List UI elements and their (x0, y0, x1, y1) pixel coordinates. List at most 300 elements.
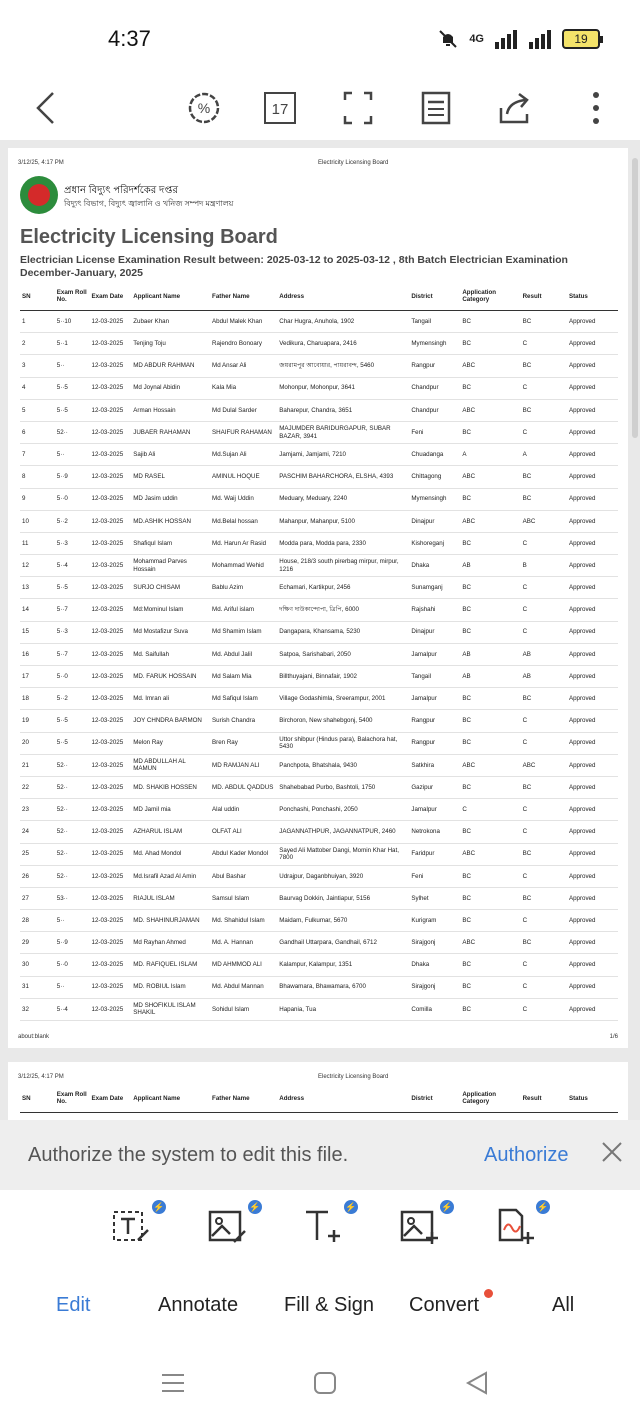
cell-father: Mohammad Wehid (210, 555, 277, 577)
cell-status: Approved (567, 821, 618, 843)
cell-result: BC (521, 688, 567, 710)
header-roll: Exam Roll No. (55, 282, 90, 311)
tab-convert[interactable]: Convert (409, 1294, 480, 1316)
cell-result: C (521, 954, 567, 976)
cell-status: Approved (567, 577, 618, 599)
cell-date: 12-03-2025 (90, 887, 132, 909)
cell-sn: 13 (20, 577, 55, 599)
cell-status: Approved (567, 998, 618, 1020)
cell-father: Md.Belal hossan (210, 510, 277, 532)
footer-url: about:blank (18, 1034, 50, 1040)
department-name: প্রধান বিদ্যুৎ পরিদর্শকের দপ্তর (64, 185, 179, 196)
cell-status: Approved (567, 599, 618, 621)
cell-status: Approved (567, 488, 618, 510)
table-row (20, 843, 618, 865)
cell-sn: 7 (20, 444, 55, 466)
cell-address: Mahanpur, Mahanpur, 5100 (277, 510, 409, 532)
cell-applicant: SURJO CHISAM (131, 577, 210, 599)
table-row (20, 555, 618, 577)
cell-roll: 5··10 (55, 311, 90, 333)
cell-district: Netrokona (409, 821, 460, 843)
cell-date: 12-03-2025 (90, 976, 132, 998)
cell-category: A (460, 444, 520, 466)
authorize-banner (0, 1120, 640, 1190)
system-nav-bar (0, 1350, 640, 1422)
cell-father: Md Safiqul Islam (210, 688, 277, 710)
cell-address: Billthuyajani, Binnafair, 1902 (277, 666, 409, 688)
cell-address: PASCHIM BAHARCHORA, ELSHA, 4393 (277, 466, 409, 488)
cell-status: Approved (567, 333, 618, 355)
table-row (20, 776, 618, 798)
table-row (20, 399, 618, 421)
cell-district: Dinajpur (409, 510, 460, 532)
fullscreen-icon (342, 90, 374, 126)
tab-all[interactable]: All (552, 1294, 575, 1316)
results-table (20, 282, 618, 1021)
cell-address: Sayed Ali Mattober Dangi, Momin Khar Hat, 7800 (277, 843, 409, 865)
cell-category: BC (460, 887, 520, 909)
cell-father: Abdul Kader Mondol (210, 843, 277, 865)
cell-date: 12-03-2025 (90, 466, 132, 488)
cell-result: AB (521, 643, 567, 665)
cell-status: Approved (567, 710, 618, 732)
cell-category: BC (460, 333, 520, 355)
document-viewer[interactable] (0, 140, 640, 1120)
cell-district: Chandpur (409, 377, 460, 399)
cell-date: 12-03-2025 (90, 510, 132, 532)
cell-date: 12-03-2025 (90, 643, 132, 665)
home-icon[interactable] (312, 1370, 338, 1396)
cell-district: Faridpur (409, 843, 460, 865)
cell-roll: 52·· (55, 821, 90, 843)
cell-date: 12-03-2025 (90, 599, 132, 621)
cell-result: C (521, 998, 567, 1020)
header-address: Address (277, 1084, 409, 1113)
cell-roll: 5··5 (55, 732, 90, 754)
cell-roll: 5··9 (55, 932, 90, 954)
cell-sn: 1 (20, 311, 55, 333)
cell-category: BC (460, 954, 520, 976)
cell-father: Sohidul Islam (210, 998, 277, 1020)
cell-status: Approved (567, 843, 618, 865)
authorize-message: Authorize the system to edit this file. (28, 1144, 349, 1166)
cell-father: Md Shamim Islam (210, 621, 277, 643)
table-row (20, 821, 618, 843)
header-address: Address (277, 282, 409, 311)
cell-father: Md. Shahidul Islam (210, 910, 277, 932)
cell-applicant: Md. Ahad Mondol (131, 843, 210, 865)
cell-result: A (521, 444, 567, 466)
table-row (20, 643, 618, 665)
page-count-button[interactable] (258, 86, 302, 130)
cell-district: Sirajgonj (409, 976, 460, 998)
cell-date: 12-03-2025 (90, 998, 132, 1020)
table-row (20, 688, 618, 710)
cell-roll: 52·· (55, 754, 90, 776)
table-row (20, 710, 618, 732)
premium-bolt-icon: ⚡ (153, 1202, 165, 1212)
cell-father: Md.Sujan Ali (210, 444, 277, 466)
cell-father: Bren Ray (210, 732, 277, 754)
cell-district: Kurigram (409, 910, 460, 932)
cell-category: ABC (460, 932, 520, 954)
cell-category: BC (460, 532, 520, 554)
footer-page-number: 1/6 (609, 1034, 618, 1040)
cell-father: Md Ansar Ali (210, 355, 277, 377)
table-row (20, 621, 618, 643)
cell-applicant: MD RASEL (131, 466, 210, 488)
government-seal-logo (20, 176, 58, 214)
cell-father: Md. A. Hannan (210, 932, 277, 954)
cell-sn: 30 (20, 954, 55, 976)
cell-status: Approved (567, 910, 618, 932)
cell-status: Approved (567, 799, 618, 821)
back-arrow-icon (33, 91, 59, 125)
cell-address: জয়রামপুর আবোয়ার, পায়রাবন্দ, 5460 (277, 355, 409, 377)
cell-status: Approved (567, 555, 618, 577)
cell-date: 12-03-2025 (90, 577, 132, 599)
cell-address: Birchoron, New shahebgonj, 5400 (277, 710, 409, 732)
cell-result: BC (521, 355, 567, 377)
more-options-button[interactable] (574, 86, 618, 130)
cell-status: Approved (567, 311, 618, 333)
cell-roll: 5··5 (55, 577, 90, 599)
cell-status: Approved (567, 732, 618, 754)
cell-district: Rangpur (409, 710, 460, 732)
cell-category: ABC (460, 754, 520, 776)
back-nav-icon[interactable] (464, 1370, 490, 1396)
cell-date: 12-03-2025 (90, 732, 132, 754)
cell-status: Approved (567, 865, 618, 887)
cell-district: Feni (409, 865, 460, 887)
cell-category: BC (460, 377, 520, 399)
add-image-icon (398, 1204, 440, 1246)
cell-address: Panchpota, Bhatshala, 9430 (277, 754, 409, 776)
cell-roll: 5··2 (55, 688, 90, 710)
cell-applicant: MD ABDULLAH AL MAMUN (131, 754, 210, 776)
cell-roll: 52·· (55, 421, 90, 443)
discount-badge-icon (186, 90, 222, 126)
header-result: Result (521, 1084, 567, 1113)
table-row (20, 865, 618, 887)
table-header-row (20, 282, 618, 311)
pdf-page-1 (8, 148, 628, 1048)
reading-mode-button[interactable] (414, 86, 458, 130)
cell-roll: 5··7 (55, 599, 90, 621)
cell-applicant: Melon Ray (131, 732, 210, 754)
header-status: Status (567, 282, 618, 311)
cell-roll: 5··9 (55, 466, 90, 488)
cell-status: Approved (567, 377, 618, 399)
table-row (20, 666, 618, 688)
cell-result: C (521, 799, 567, 821)
cell-father: Alal uddin (210, 799, 277, 821)
cell-category: C (460, 799, 520, 821)
cell-roll: 52·· (55, 865, 90, 887)
cell-father: MD AHMMOD ALI (210, 954, 277, 976)
cell-status: Approved (567, 355, 618, 377)
table-row (20, 311, 618, 333)
cell-roll: 5·· (55, 444, 90, 466)
add-text-tool[interactable] (302, 1204, 362, 1252)
cell-category: BC (460, 732, 520, 754)
cell-father: Abdul Malek Khan (210, 311, 277, 333)
add-signature-tool[interactable] (494, 1204, 554, 1252)
cell-sn: 16 (20, 643, 55, 665)
table-row (20, 577, 618, 599)
cell-applicant: MD. FARUK HOSSAIN (131, 666, 210, 688)
cell-district: Chandpur (409, 399, 460, 421)
cell-date: 12-03-2025 (90, 954, 132, 976)
cell-result: B (521, 555, 567, 577)
cell-category: BC (460, 577, 520, 599)
cell-father: AMINUL HOQUE (210, 466, 277, 488)
table-row (20, 754, 618, 776)
cell-district: Mymensingh (409, 488, 460, 510)
cell-category: ABC (460, 355, 520, 377)
image-edit-icon (206, 1204, 248, 1246)
cell-result: C (521, 532, 567, 554)
cell-sn: 15 (20, 621, 55, 643)
cell-father: Rajendro Bonoary (210, 333, 277, 355)
cell-result: C (521, 577, 567, 599)
header-result: Result (521, 282, 567, 311)
cell-result: BC (521, 399, 567, 421)
cell-father: Md Dulal Sarder (210, 399, 277, 421)
table-row (20, 599, 618, 621)
add-image-tool[interactable] (398, 1204, 458, 1252)
cell-sn: 12 (20, 555, 55, 577)
cell-address: JAGANNATHPUR, JAGANNATPUR, 2460 (277, 821, 409, 843)
cell-applicant: MD Jasim uddin (131, 488, 210, 510)
cell-result: C (521, 599, 567, 621)
cell-applicant: Md Mostafizur Suva (131, 621, 210, 643)
cell-result: C (521, 421, 567, 443)
cell-father: MD. ABDUL QADDUS (210, 776, 277, 798)
cell-result: C (521, 333, 567, 355)
cell-roll: 5··5 (55, 399, 90, 421)
cell-roll: 5··5 (55, 377, 90, 399)
network-type: 4G (469, 33, 484, 45)
cell-district: Dinajpur (409, 621, 460, 643)
cell-applicant: MD. RAFIQUEL ISLAM (131, 954, 210, 976)
cell-result: C (521, 377, 567, 399)
cell-status: Approved (567, 532, 618, 554)
cell-applicant: Md. Imran ali (131, 688, 210, 710)
cell-category: BC (460, 998, 520, 1020)
cell-applicant: MD SHOFIKUL ISLAM SHAKIL (131, 998, 210, 1020)
cell-category: BC (460, 621, 520, 643)
cell-sn: 27 (20, 887, 55, 909)
tab-edit[interactable]: Edit (56, 1294, 91, 1316)
cell-applicant: AZHARUL ISLAM (131, 821, 210, 843)
table-row (20, 377, 618, 399)
page-count-icon (262, 90, 298, 126)
cell-address: দক্ষিণ দাউকান্দোপা, ত্রিপি, 6000 (277, 599, 409, 621)
table-row (20, 910, 618, 932)
cell-status: Approved (567, 421, 618, 443)
back-button[interactable] (24, 86, 68, 130)
cell-roll: 5··3 (55, 621, 90, 643)
cell-district: Sirajgonj (409, 932, 460, 954)
table-row (20, 333, 618, 355)
cell-sn: 14 (20, 599, 55, 621)
cell-district: Jamalpur (409, 643, 460, 665)
cell-address: Meduary, Meduary, 2240 (277, 488, 409, 510)
cell-status: Approved (567, 932, 618, 954)
close-banner-button[interactable] (600, 1140, 624, 1169)
cell-applicant: MD.ASHIK HOSSAN (131, 510, 210, 532)
header-father: Father Name (210, 1084, 277, 1113)
cell-category: ABC (460, 843, 520, 865)
cell-sn: 23 (20, 799, 55, 821)
cell-sn: 26 (20, 865, 55, 887)
cell-result: C (521, 976, 567, 998)
exam-subtitle: Electrician License Examination Result between: 2025-03-12 to 2025-03-12 , 8th Batch Electrician Examination December-January, 2025 (20, 254, 568, 279)
cell-sn: 22 (20, 776, 55, 798)
premium-bolt-icon: ⚡ (345, 1202, 357, 1212)
cell-sn: 2 (20, 333, 55, 355)
cell-roll: 5··4 (55, 998, 90, 1020)
edit-tools-row (0, 1192, 640, 1270)
header-applicant: Applicant Name (131, 1084, 210, 1113)
cell-father: Surish Chandra (210, 710, 277, 732)
header-district: District (409, 282, 460, 311)
cell-result: AB (521, 666, 567, 688)
cell-father: SHAIFUR RAHAMAN (210, 421, 277, 443)
cell-applicant: Tenjing Toju (131, 333, 210, 355)
svg-text:17: 17 (271, 101, 289, 118)
cell-address: Char Hugra, Anuhola, 1902 (277, 311, 409, 333)
fullscreen-button[interactable] (336, 86, 380, 130)
ministry-name: বিদ্যুৎ বিভাগ, বিদ্যুৎ জ্বালানি ও খনিজ সম্পদ মন্ত্রণালয় (64, 199, 234, 208)
cell-status: Approved (567, 976, 618, 998)
tab-annotate[interactable]: Annotate (158, 1294, 239, 1316)
print-date-2: 3/12/25, 4:17 PM (18, 1074, 64, 1080)
share-button[interactable] (494, 86, 538, 130)
cell-status: Approved (567, 776, 618, 798)
cell-date: 12-03-2025 (90, 910, 132, 932)
table-row (20, 355, 618, 377)
document-scrollbar[interactable] (632, 158, 638, 438)
cell-result: ABC (521, 754, 567, 776)
table-row (20, 466, 618, 488)
cell-date: 12-03-2025 (90, 355, 132, 377)
text-box-edit-icon (110, 1204, 152, 1246)
tab-fill-sign[interactable]: Fill & Sign (284, 1294, 375, 1316)
discount-button[interactable] (182, 86, 226, 130)
header-category: Application Category (460, 282, 520, 311)
premium-bolt-icon: ⚡ (537, 1202, 549, 1212)
cell-status: Approved (567, 754, 618, 776)
results-body (20, 311, 618, 1021)
cell-applicant: JOY CHNDRA BARMON (131, 710, 210, 732)
header-sn: SN (20, 1084, 55, 1113)
table-row (20, 998, 618, 1020)
close-icon (600, 1140, 624, 1164)
cell-father: MD RAMJAN ALI (210, 754, 277, 776)
cell-applicant: Sajib Ali (131, 444, 210, 466)
cell-applicant: Md. Saifullah (131, 643, 210, 665)
cell-date: 12-03-2025 (90, 311, 132, 333)
cell-district: Chuadanga (409, 444, 460, 466)
cell-address: Mohonpur, Mohonpur, 3641 (277, 377, 409, 399)
results-table-2 (20, 1084, 618, 1113)
cell-roll: 5··0 (55, 666, 90, 688)
cell-status: Approved (567, 643, 618, 665)
page-title: Electricity Licensing Board (20, 226, 278, 248)
cell-district: Dhaka (409, 555, 460, 577)
recent-apps-icon[interactable] (160, 1370, 186, 1396)
reading-mode-icon (420, 90, 452, 126)
cell-result: BC (521, 887, 567, 909)
cell-address: Jamjami, Jamjami, 7210 (277, 444, 409, 466)
cell-result: BC (521, 311, 567, 333)
header-district: District (409, 1084, 460, 1113)
cell-roll: 52·· (55, 799, 90, 821)
cell-applicant: Md Joynal Abidin (131, 377, 210, 399)
cell-district: Jamalpur (409, 688, 460, 710)
cell-address: Baharepur, Chandra, 3651 (277, 399, 409, 421)
cell-sn: 32 (20, 998, 55, 1020)
mute-icon (437, 28, 459, 50)
cell-result: C (521, 621, 567, 643)
authorize-button[interactable]: Authorize (484, 1144, 569, 1166)
cell-district: Dhaka (409, 954, 460, 976)
header-category: Application Category (460, 1084, 520, 1113)
cell-address: Baurvag Dokkin, Jaintiapur, 5156 (277, 887, 409, 909)
table-row (20, 732, 618, 754)
cell-address: Village Godashimla, Sreerampur, 2001 (277, 688, 409, 710)
cell-date: 12-03-2025 (90, 821, 132, 843)
print-date: 3/12/25, 4:17 PM (18, 160, 64, 166)
table-row (20, 510, 618, 532)
cell-status: Approved (567, 510, 618, 532)
cell-father: OLFAT ALI (210, 821, 277, 843)
cell-address: Bhawamara, Bhawamara, 6700 (277, 976, 409, 998)
status-bar (0, 0, 640, 80)
cell-category: BC (460, 688, 520, 710)
cell-roll: 5·· (55, 355, 90, 377)
cell-district: Comilla (409, 998, 460, 1020)
cell-district: Tangail (409, 311, 460, 333)
cell-sn: 31 (20, 976, 55, 998)
cell-result: BC (521, 776, 567, 798)
cell-date: 12-03-2025 (90, 377, 132, 399)
cell-date: 12-03-2025 (90, 488, 132, 510)
document-add-icon (494, 1204, 536, 1246)
cell-date: 12-03-2025 (90, 776, 132, 798)
cell-district: Mymensingh (409, 333, 460, 355)
cell-status: Approved (567, 666, 618, 688)
cell-category: ABC (460, 466, 520, 488)
cell-sn: 9 (20, 488, 55, 510)
cell-result: BC (521, 843, 567, 865)
edit-image-tool[interactable] (206, 1204, 266, 1252)
cell-roll: 5··0 (55, 488, 90, 510)
signal-icon (494, 29, 518, 49)
header-status: Status (567, 1084, 618, 1113)
cell-address: Vedikura, Charuapara, 2416 (277, 333, 409, 355)
cell-district: Kishoreganj (409, 532, 460, 554)
cell-district: Rangpur (409, 732, 460, 754)
cell-address: MAJUMDER BARIDURGAPUR, SUBAR BAZAR, 3941 (277, 421, 409, 443)
cell-category: AB (460, 555, 520, 577)
cell-roll: 52·· (55, 843, 90, 865)
cell-district: Rangpur (409, 355, 460, 377)
edit-text-tool[interactable] (110, 1204, 170, 1252)
cell-sn: 20 (20, 732, 55, 754)
